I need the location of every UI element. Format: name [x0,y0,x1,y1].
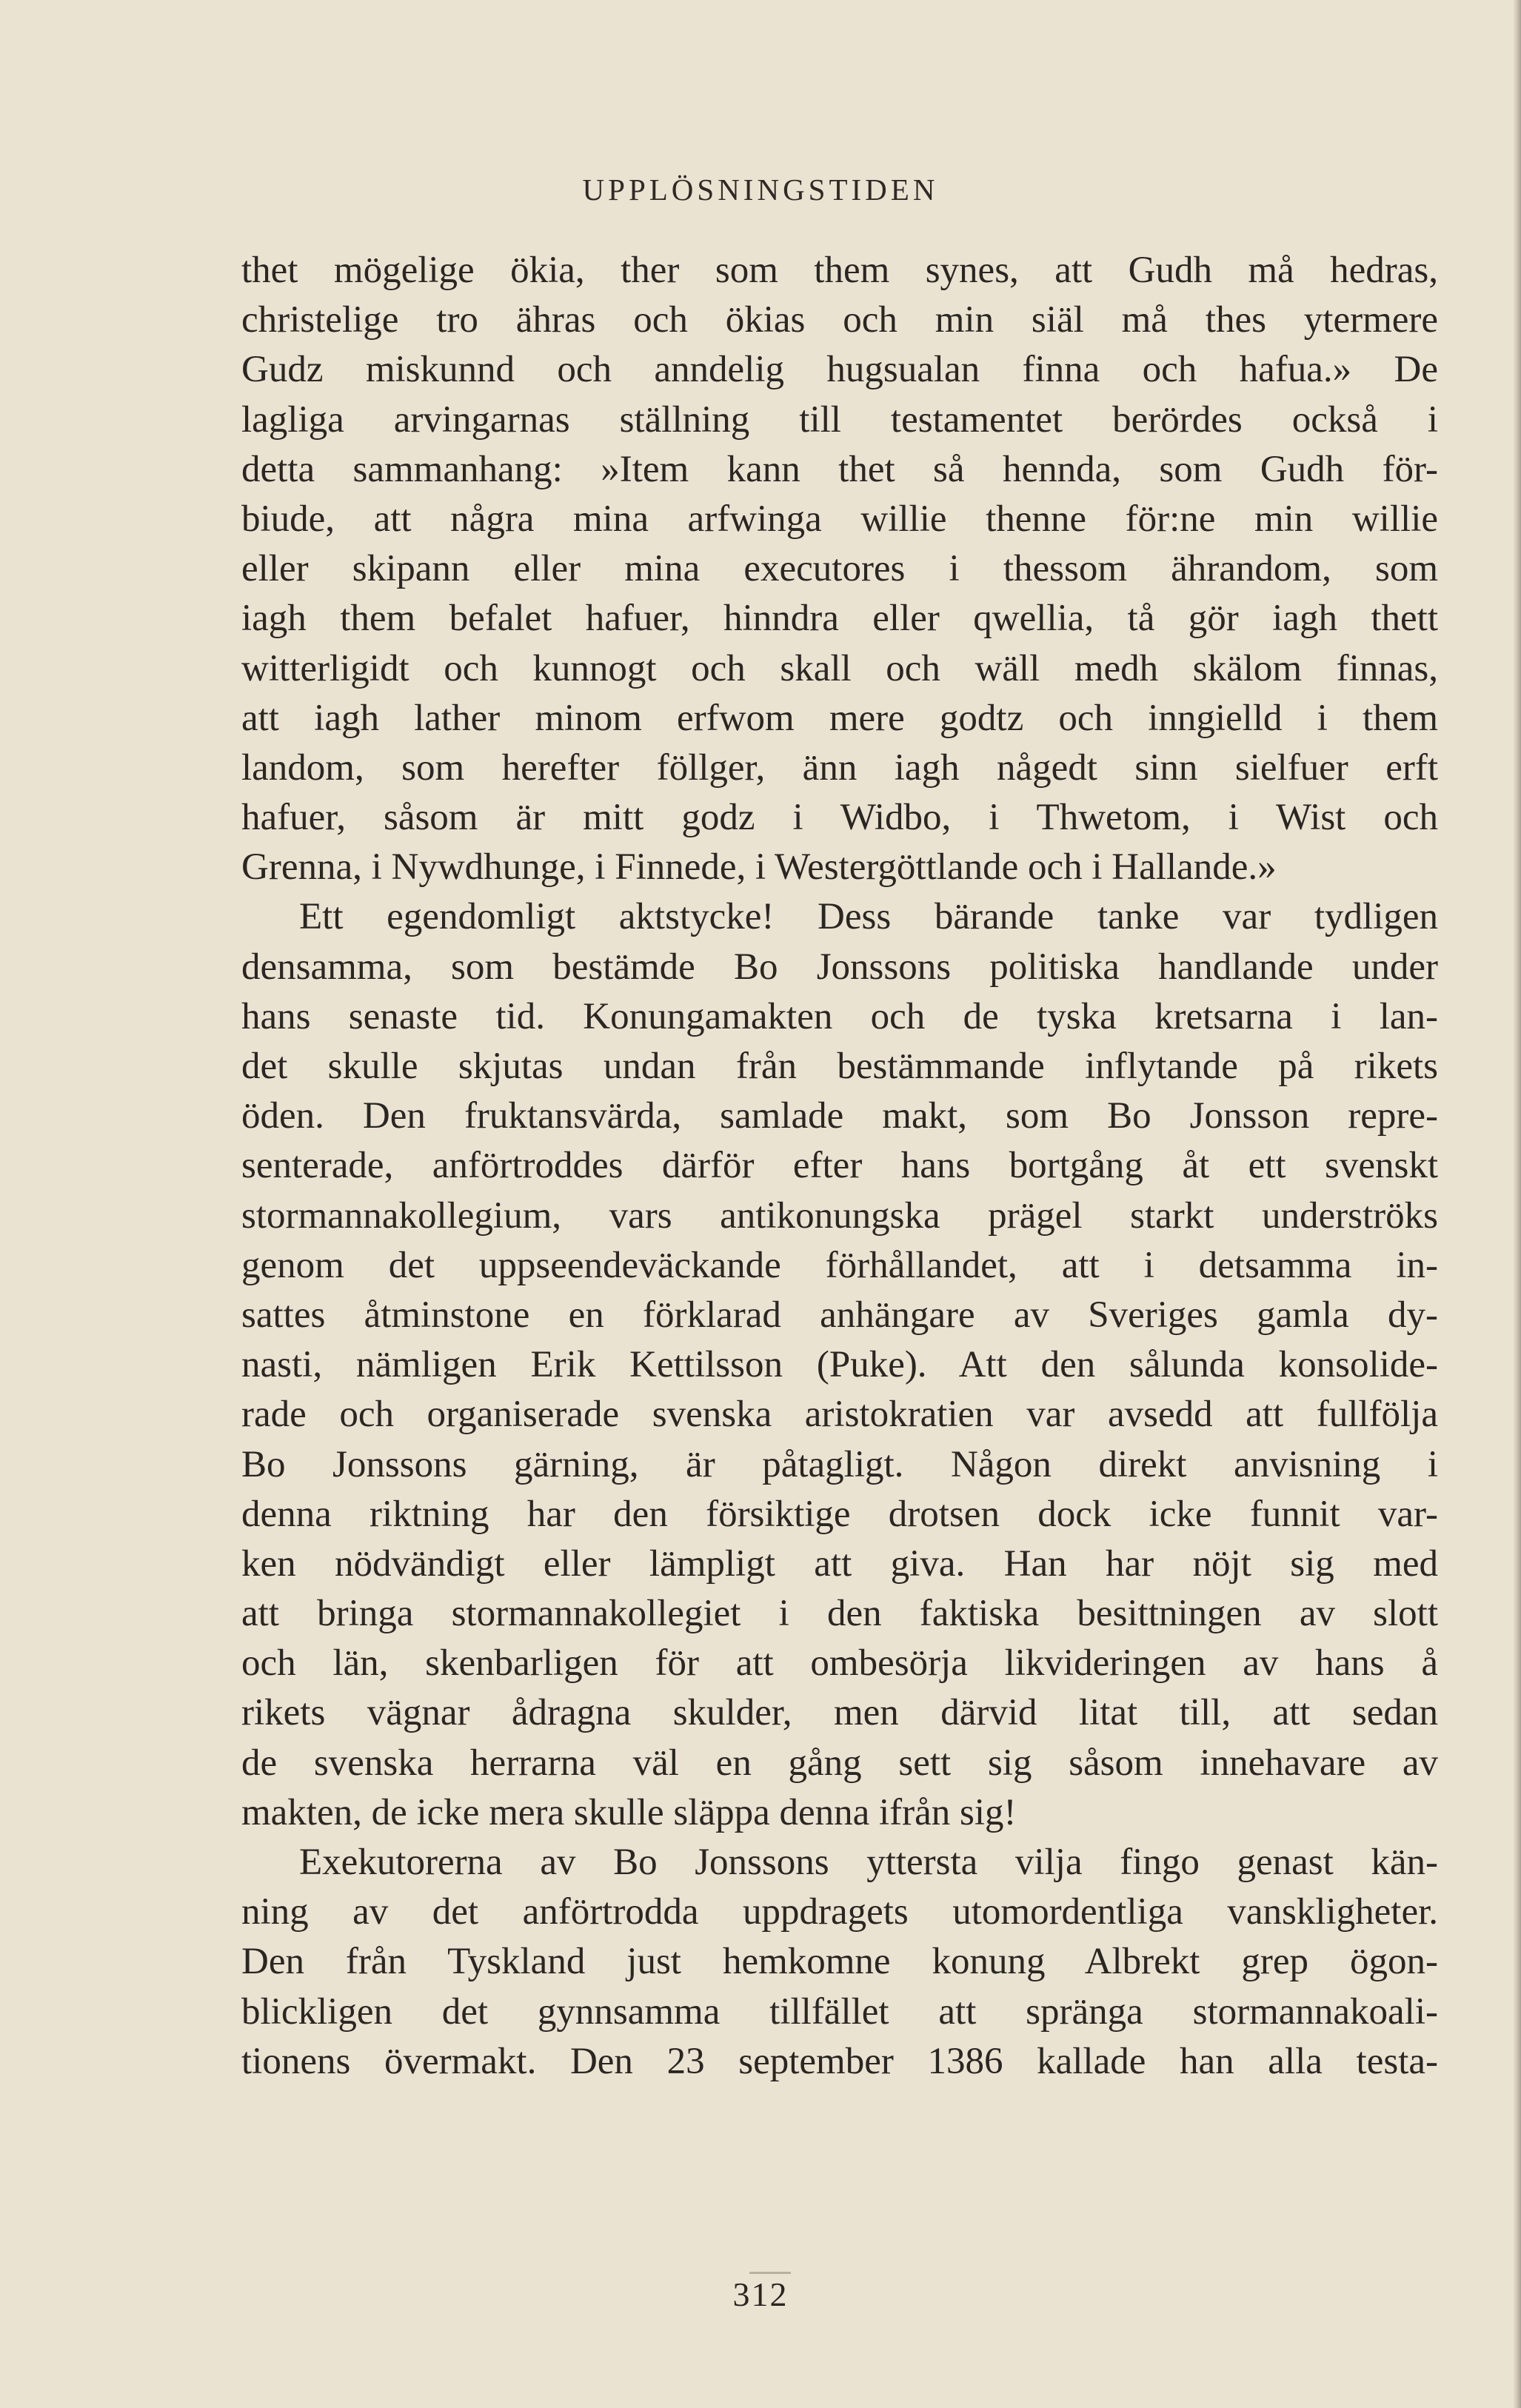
text-line: christelige tro ähras och ökias och min siäl må thes ytermere [241,299,1438,341]
page-edge [1514,0,1521,2408]
page-number: 312 [732,2275,789,2313]
text-line: blickligen det gynnsamma tillfället att spränga stormannakoali- [241,1990,1438,2033]
text-line: att bringa stormannakollegiet i den faktiska besittningen av slott [241,1593,1438,1635]
text-line: witterligidt och kunnogt och skall och wäll medh skälom finnas, [241,647,1438,689]
text-line: detta sammanhang: »Item kann thet så hennda, som Gudh för- [241,448,1438,490]
text-line: Den från Tyskland just hemkomne konung Albrekt grep ögon- [241,1941,1438,1983]
text-line: rade och organiserade svenska aristokratien var avsedd att fullfölja [241,1394,1438,1436]
text-line: landom, som herefter föllger, änn iagh någedt sinn sielfuer erft [241,746,1438,789]
text-line: hafuer, såsom är mitt godz i Widbo, i Thwetom, i Wist och [241,797,1438,839]
text-line: denna riktning har den försiktige drotsen dock icke funnit var- [241,1493,1438,1535]
text-line: Bo Jonssons gärning, är påtagligt. Någon direkt anvisning i [241,1443,1438,1485]
text-line: ning av det anförtrodda uppdragets utomordentliga vanskligheter. [241,1891,1438,1933]
body-text [241,246,1438,2087]
text-line: stormannakollegium, vars antikonungska prägel starkt underströks [241,1194,1438,1237]
text-line: Ett egendomligt aktstycke! Dess bärande tanke var tydligen [299,896,1438,938]
text-line: eller skipann eller mina executores i thessom ährandom, som [241,548,1438,590]
text-line: makten, de icke mera skulle släppa denna ifrån sig! [241,1791,1017,1833]
text-line: Exekutorerna av Bo Jonssons yttersta vilja fingo genast kän- [299,1842,1438,1883]
text-line: och län, skenbarligen för att ombesörja likvideringen av hans å [241,1642,1438,1685]
text-line: rikets vägnar ådragna skulder, men därvid litat till, att sedan [241,1692,1438,1734]
text-line: thet mögelige ökia, ther som them synes, att Gudh må hedras, [241,250,1438,291]
text-line: densamma, som bestämde Bo Jonssons politiska handlande under [241,946,1438,988]
text-line: det skulle skjutas undan från bestämmande inflytande på rikets [241,1046,1438,1087]
text-line: att iagh lather minom erfwom mere godtz och inngielld i them [241,697,1438,739]
text-line: iagh them befalet hafuer, hinndra eller qwellia, tå gör iagh thett [241,598,1438,640]
text-line: nasti, nämligen Erik Kettilsson (Puke). Att den sålunda konsolide- [241,1344,1438,1386]
text-line: ken nödvändigt eller lämpligt att giva. Han har nöjt sig med [241,1542,1438,1585]
folio-rule [749,2272,791,2274]
text-line: de svenska herrarna väl en gång sett sig såsom innehavare av [241,1742,1438,1784]
text-line: tionens övermakt. Den 23 september 1386 kallade han alla testa- [241,2040,1438,2082]
text-line: genom det uppseendeväckande förhållandet, att i detsamma in- [241,1244,1438,1286]
text-line: öden. Den fruktansvärda, samlade makt, som Bo Jonsson repre- [241,1095,1438,1137]
running-head: UPPLÖSNINGSTIDEN [582,173,939,207]
text-line: biude, att några mina arfwinga willie thenne för:ne min willie [241,498,1438,540]
text-line: lagliga arvingarnas ställning till testamentet berördes också i [241,398,1438,441]
text-line: sattes åtminstone en förklarad anhängare av Sveriges gamla dy- [241,1294,1438,1336]
text-line: Gudz miskunnd och anndelig hugsualan finna och hafua.» De [241,349,1438,391]
text-line: Grenna, i Nywdhunge, i Finnede, i Westergöttlande och i Hallande.» [241,846,1277,889]
text-line: senterade, anförtroddes därför efter hans bortgång åt ett svenskt [241,1145,1438,1187]
text-line: hans senaste tid. Konungamakten och de tyska kretsarna i lan- [241,995,1438,1037]
